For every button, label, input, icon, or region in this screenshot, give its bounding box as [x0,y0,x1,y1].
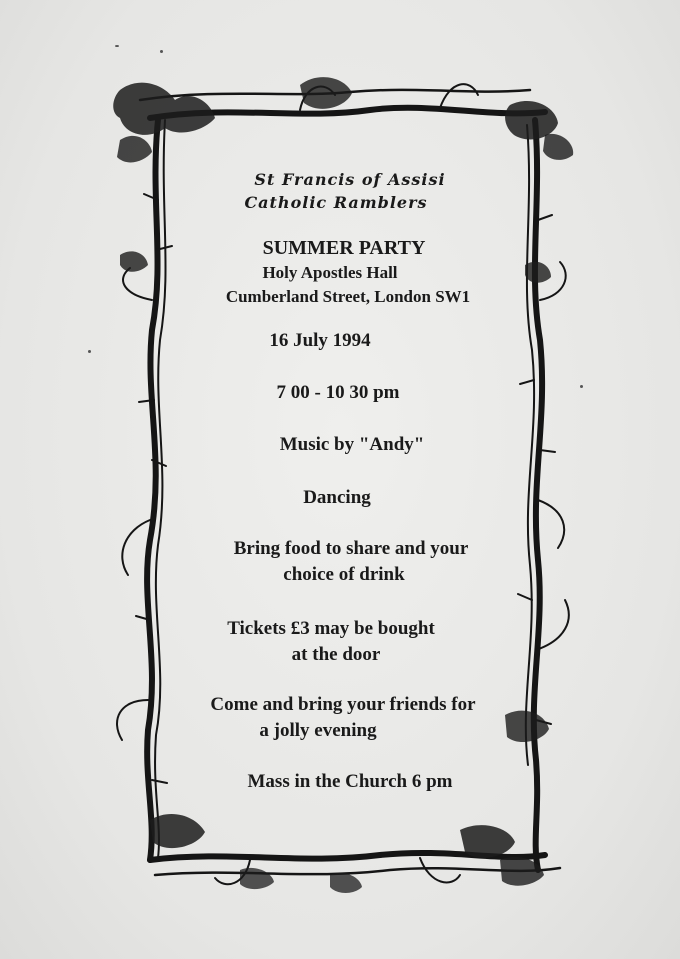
paper-speck [115,45,119,47]
dancing-info: Dancing [303,487,371,508]
event-title: SUMMER PARTY [262,237,426,259]
venue-address: Cumberland Street, London SW1 [225,287,471,306]
tickets-line1: Tickets £3 may be bought [227,618,435,639]
venue-name: Holy Apostles Hall [262,263,398,282]
org-name-line1: St Francis of Assisi [254,170,446,189]
tickets-line2: at the door [291,644,381,665]
food-line1: Bring food to share and your [233,538,469,559]
event-date: 16 July 1994 [269,330,371,351]
friends-line1: Come and bring your friends for [210,694,476,715]
mass-info: Mass in the Church 6 pm [247,771,453,792]
food-line2: choice of drink [283,564,405,585]
org-name-line2: Catholic Ramblers [244,193,428,212]
friends-line2: a jolly evening [259,720,377,741]
event-time: 7 00 - 10 30 pm [276,382,400,403]
paper-speck [160,50,163,53]
music-info: Music by "Andy" [279,434,425,455]
